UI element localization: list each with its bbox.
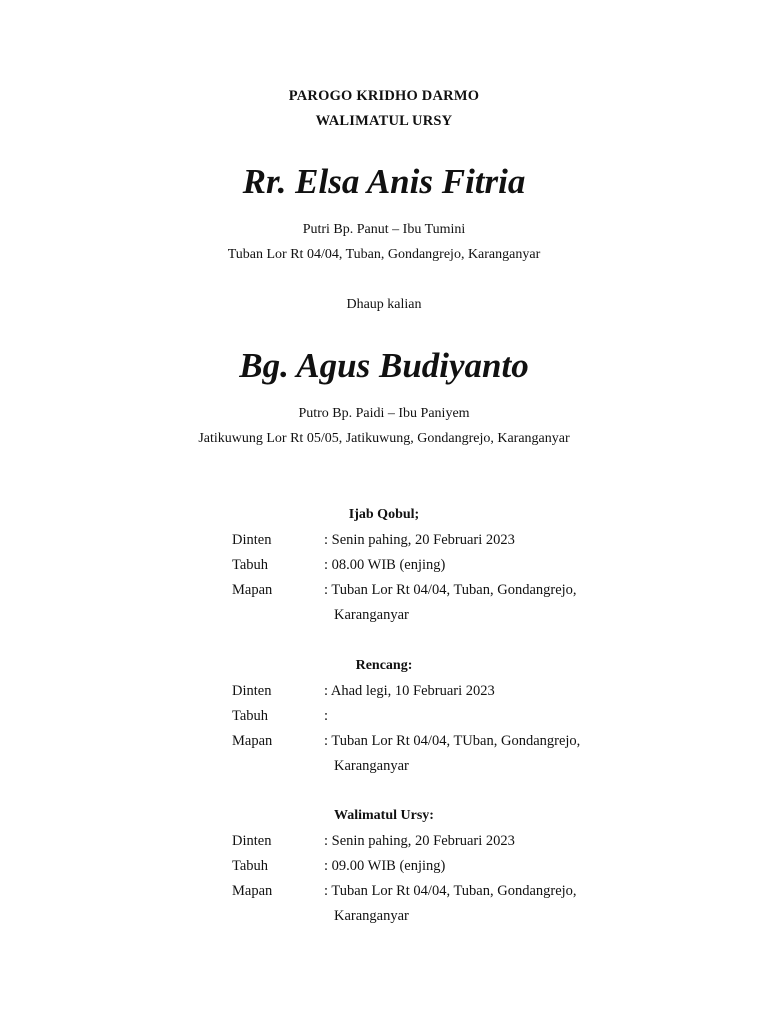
groom-name: Bg. Agus Budiyanto xyxy=(239,346,529,385)
header-organization: PAROGO KRIDHO DARMO xyxy=(288,88,480,104)
walimatul-ursy-place-continued xyxy=(0,908,768,930)
row-value: : Senin pahing, 20 Februari 2023 xyxy=(324,833,515,849)
groom-address: Jatikuwung Lor Rt 05/05, Jatikuwung, Gondangrejo, Karanganyar xyxy=(198,431,570,446)
row-value: : Tuban Lor Rt 04/04, Tuban, Gondangrejo, xyxy=(324,883,577,899)
walimatul-ursy-date-row xyxy=(0,833,768,855)
ijab-qobul-place-continued xyxy=(0,607,768,629)
row-label: Mapan xyxy=(232,582,273,598)
bride-address: Tuban Lor Rt 04/04, Tuban, Gondangrejo, Karanganyar xyxy=(227,247,541,262)
row-value-continued: Karanganyar xyxy=(334,607,409,623)
row-label: Dinten xyxy=(232,532,272,548)
row-value: : 09.00 WIB (enjing) xyxy=(324,858,446,874)
rencang-place-continued xyxy=(0,758,768,780)
row-value: : Senin pahing, 20 Februari 2023 xyxy=(324,532,515,548)
row-label: Mapan xyxy=(232,733,273,749)
row-label: Dinten xyxy=(232,683,272,699)
rencang-place-row xyxy=(0,733,768,755)
rencang-time-row xyxy=(0,708,768,730)
rencang-date-row xyxy=(0,683,768,705)
groom-parents: Putro Bp. Paidi – Ibu Paniyem xyxy=(298,406,470,421)
row-value-continued: Karanganyar xyxy=(334,908,409,924)
row-label: Mapan xyxy=(232,883,273,899)
section-title-rencang: Rencang: xyxy=(355,658,413,673)
walimatul-ursy-time-row xyxy=(0,858,768,880)
walimatul-ursy-place-row xyxy=(0,883,768,905)
header-event: WALIMATUL URSY xyxy=(315,113,453,129)
row-value: : xyxy=(324,708,329,724)
row-label: Tabuh xyxy=(232,708,269,724)
row-value: : 08.00 WIB (enjing) xyxy=(324,557,446,573)
row-value: : Ahad legi, 10 Februari 2023 xyxy=(324,683,495,699)
section-title-walimatul-ursy: Walimatul Ursy: xyxy=(334,808,434,823)
section-title-ijab-qobul: Ijab Qobul; xyxy=(348,507,420,522)
bride-parents: Putri Bp. Panut – Ibu Tumini xyxy=(302,222,466,237)
bride-name: Rr. Elsa Anis Fitria xyxy=(242,162,526,201)
ijab-qobul-date-row xyxy=(0,532,768,554)
row-label: Dinten xyxy=(232,833,272,849)
row-label: Tabuh xyxy=(232,557,269,573)
row-label: Tabuh xyxy=(232,858,269,874)
row-value: : Tuban Lor Rt 04/04, Tuban, Gondangrejo, xyxy=(324,582,577,598)
row-value-continued: Karanganyar xyxy=(334,758,409,774)
row-value: : Tuban Lor Rt 04/04, TUban, Gondangrejo, xyxy=(324,733,581,749)
ijab-qobul-time-row xyxy=(0,557,768,579)
ijab-qobul-place-row xyxy=(0,582,768,604)
connector-text: Dhaup kalian xyxy=(346,297,422,312)
